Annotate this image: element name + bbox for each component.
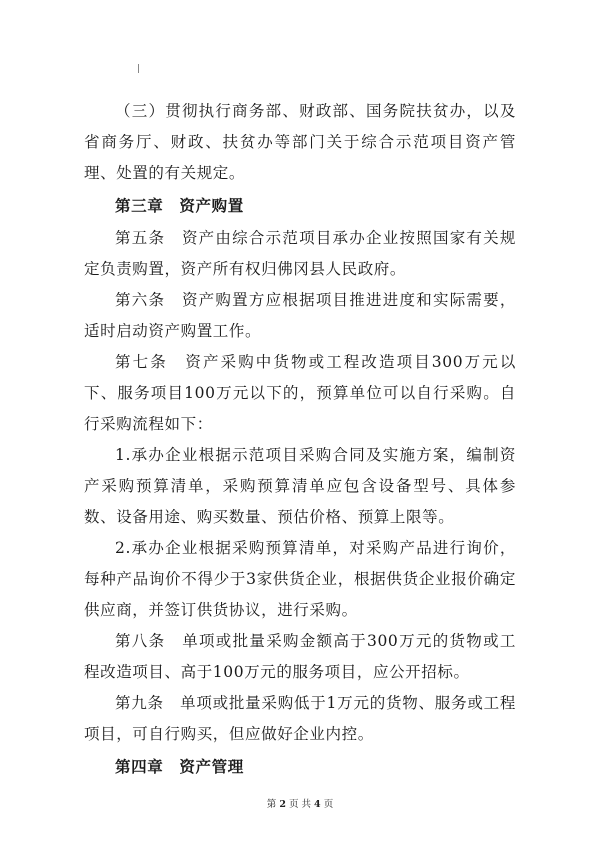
footer-total-pages: 4 [314,799,321,810]
article-5: 第五条 资产由综合示范项目承办企业按照国家有关规定负责购置，资产所有权归佛冈县人民政府。 [84,229,516,278]
procedure-item-2: 2.承办企业根据采购预算清单，对采购产品进行询价，每种产品询价不得少于3家供货企业，根据供货企业报价确定供应商，并签订供货协议，进行采购。 [84,539,516,619]
footer-middle: 页 共 [288,799,312,810]
article-8: 第八条 单项或批量采购金额高于300万元的货物或工程改造项目、高于100万元的服务项目，应公开招标。 [84,632,516,681]
chapter-3-heading: 第三章 资产购置 [115,197,244,215]
article-7: 第七条 资产采购中货物或工程改造项目300万元以下、服务项目100万元以下的，预算单位可以自行采购。自行采购流程如下： [84,353,516,433]
article-9: 第九条 单项或批量采购低于1万元的货物、服务或工程项目，可自行购买，但应做好企业内控。 [84,694,516,743]
document-body [84,96,516,784]
footer-prefix: 第 [266,799,277,810]
page-footer [0,796,600,810]
article-6: 第六条 资产购置方应根据项目推进进度和实际需要，适时启动资产购置工作。 [84,291,516,340]
procedure-item-1: 1.承办企业根据示范项目采购合同及实施方案，编制资产采购预算清单，采购预算清单应包含设备型号、具体参数、设备用途、购买数量、预估价格、预算上限等。 [84,446,516,526]
paragraph-implementation: （三）贯彻执行商务部、财政部、国务院扶贫办，以及省商务厅、财政、扶贫办等部门关于综合示范项目资产管理、处置的有关规定。 [84,102,516,182]
chapter-4-heading: 第四章 资产管理 [115,758,244,776]
footer-page-number: 2 [279,799,286,810]
page-mark [138,64,139,73]
footer-suffix: 页 [323,799,334,810]
